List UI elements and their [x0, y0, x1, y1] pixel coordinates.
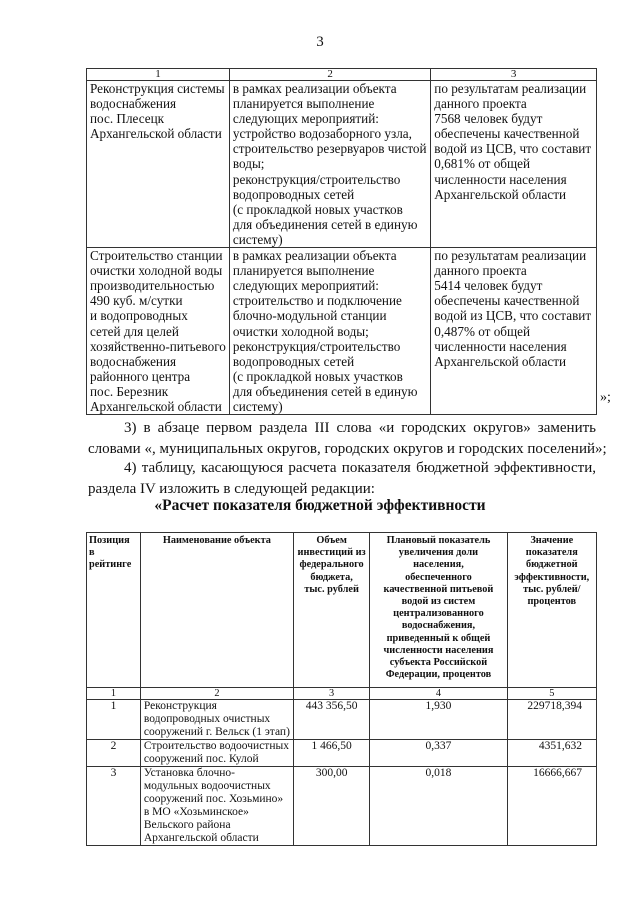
object-name-cell [140, 700, 293, 740]
text-line: водой из систем [401, 596, 476, 608]
text-line: Архангельской области [434, 353, 567, 369]
text-line: качественной питьевой [383, 583, 494, 595]
column-header-object [140, 533, 293, 688]
column-header-efficiency [507, 533, 596, 688]
text-line: Архангельской области [143, 832, 259, 844]
text-line: приведенный к общей [386, 632, 491, 644]
text-line: (с прокладкой новых участков [232, 368, 403, 384]
projects-table [86, 68, 597, 415]
project-name-cell [87, 81, 230, 248]
text-line: для объединения сетей в единую [232, 216, 418, 232]
share-cell: 0,018 [370, 767, 507, 846]
column-number: 3 [293, 688, 369, 700]
text-line: в [89, 547, 95, 559]
text-line: Реконструкция системы [90, 81, 225, 96]
column-header-investment [293, 533, 369, 688]
text-line: водопроводных сетей [232, 353, 355, 369]
text-line: очистки холодной воды; [232, 323, 369, 339]
text-line: Объем [316, 535, 347, 546]
position-cell: 3 [87, 767, 141, 846]
column-number: 1 [87, 688, 141, 700]
text-line: численности населения [434, 171, 567, 187]
text-line: производительностью [90, 278, 215, 294]
efficiency-table [86, 532, 597, 846]
text-line: для объединения сетей в единую [232, 383, 418, 399]
text-line: водопроводных очистных [143, 713, 271, 725]
header-cell: 1 [87, 69, 230, 81]
text-line: следующих мероприятий: [232, 111, 379, 127]
text-line: федерального [299, 559, 364, 571]
header-cell: 3 [431, 69, 597, 81]
text-line: обеспеченного [405, 571, 472, 583]
text-line: систему) [232, 398, 283, 414]
text-line: обеспечены качественной [434, 293, 580, 309]
text-line: бюджета, [310, 571, 353, 583]
position-cell: 2 [87, 740, 141, 767]
text-line: блочно-модульной станции [232, 308, 387, 324]
paragraph-line: словами «, муниципальных округов, городских округов и городских поселений»; [88, 441, 607, 457]
text-line: 0,681% от общей [434, 156, 531, 172]
text-line: водой из ЦСВ, что составит [434, 141, 592, 157]
text-line: сооружений г. Вельск (1 этап) [143, 726, 290, 738]
paragraph-4 [88, 458, 596, 500]
position-cell: 1 [87, 700, 141, 740]
text-line: 0,487% от общей [434, 323, 531, 339]
closing-quote: »; [600, 390, 611, 405]
text-line: данного проекта [434, 96, 527, 112]
text-line: Строительство станции [90, 248, 223, 264]
text-line: бюджетной [525, 559, 578, 571]
table-row [87, 767, 597, 846]
text-line: сооружений пос. Хозьмино» [143, 793, 284, 805]
column-numbers-row [87, 688, 597, 700]
column-number: 5 [507, 688, 596, 700]
text-line: данного проекта [434, 263, 527, 279]
text-line: по результатам реализации [434, 81, 587, 96]
text-line: планируется выполнение [232, 96, 375, 112]
text-line: планируется выполнение [232, 263, 375, 279]
text-line: Реконструкция [143, 700, 217, 712]
paragraph-3 [88, 418, 607, 460]
section-heading: «Расчет показателя бюджетной эффективности [154, 497, 486, 514]
table-row [87, 700, 597, 740]
text-line: воды; [232, 156, 265, 172]
text-line: и водопроводных [90, 308, 188, 324]
efficiency-cell: 16666,667 [507, 767, 596, 846]
text-line: Значение [530, 535, 574, 546]
text-line: населения, [413, 559, 464, 571]
share-cell: 0,337 [370, 740, 507, 767]
table-row [87, 740, 597, 767]
text-line: инвестиций из [297, 547, 366, 559]
object-name-cell [140, 740, 293, 767]
text-line: строительство и подключение [232, 293, 402, 309]
column-header-share [370, 533, 507, 688]
text-line: хозяйственно-питьевого [90, 338, 226, 354]
text-line: в рамках реализации объекта [232, 81, 397, 96]
project-measures-cell [229, 248, 430, 415]
header-cell: 2 [229, 69, 430, 81]
object-name-cell [140, 767, 293, 846]
text-line: модульных водоочистных [143, 780, 271, 792]
text-line: эффективности, [514, 571, 590, 583]
text-line: (с прокладкой новых участков [232, 201, 403, 217]
projects-table-header [87, 69, 597, 81]
text-line: строительство резервуаров чистой [232, 141, 427, 157]
text-line: Плановый показатель [386, 535, 491, 546]
column-number: 2 [140, 688, 293, 700]
efficiency-table-header [87, 533, 597, 688]
paragraph-line: 4) таблицу, касающуюся расчета показателя бюджетной эффективности, [124, 460, 596, 476]
text-line: водоснабжения, [401, 620, 476, 632]
share-cell: 1,930 [370, 700, 507, 740]
text-line: Наименование объекта [162, 535, 271, 546]
project-measures-cell [229, 81, 430, 248]
column-header-position [87, 533, 141, 688]
paragraph-line: раздела IV изложить в следующей редакции: [88, 481, 375, 497]
text-line: централизованного [393, 608, 484, 620]
text-line: районного центра [90, 368, 191, 384]
text-line: Строительство водоочистных [143, 740, 289, 752]
text-line: увеличения доли [398, 547, 479, 559]
text-line: реконструкция/строительство [232, 338, 401, 354]
text-line: Установка блочно- [143, 767, 236, 779]
text-line: Архангельской области [434, 186, 567, 202]
text-line: водоснабжения [90, 353, 177, 369]
project-name-cell [87, 248, 230, 415]
text-line: пос. Плесецк [90, 111, 165, 127]
text-line: сооружений пос. Кулой [143, 753, 259, 765]
text-line: численности населения [383, 644, 494, 656]
text-line: тыс. рублей/ [523, 583, 581, 595]
efficiency-cell: 229718,394 [507, 700, 596, 740]
text-line: в МО «Хозьминское» [143, 806, 249, 818]
text-line: численности населения [434, 338, 567, 354]
project-result-cell [431, 248, 597, 415]
text-line: тыс. рублей [304, 583, 359, 595]
text-line: субъекта Российской [389, 657, 488, 669]
text-line: водопроводных сетей [232, 186, 355, 202]
text-line: водой из ЦСВ, что составит [434, 308, 592, 324]
efficiency-cell: 4351,632 [507, 740, 596, 767]
investment-cell: 1 466,50 [293, 740, 369, 767]
text-line: обеспечены качественной [434, 126, 580, 142]
text-line: систему) [232, 231, 283, 247]
text-line: по результатам реализации [434, 248, 587, 264]
text-line: 7568 человек будут [434, 111, 543, 127]
project-result-cell [431, 81, 597, 248]
text-line: пос. Березник [90, 383, 169, 399]
text-line: 490 куб. м/сутки [90, 293, 183, 309]
investment-cell: 443 356,50 [293, 700, 369, 740]
text-line: Вельского района [143, 819, 231, 831]
text-line: в рамках реализации объекта [232, 248, 397, 264]
text-line: Архангельской области [90, 126, 222, 142]
text-line: процентов [527, 596, 577, 608]
text-line: очистки холодной воды [90, 263, 223, 279]
text-line: Позиция [89, 535, 130, 546]
page-number: 3 [316, 34, 324, 50]
text-line: Федерации, процентов [385, 669, 492, 681]
text-line: устройство водозаборного узла, [232, 126, 412, 142]
text-line: следующих мероприятий: [232, 278, 379, 294]
table-row [87, 81, 597, 248]
paragraph-line: 3) в абзаце первом раздела III слова «и городских округов» заменить [124, 420, 596, 436]
text-line: показателя [525, 547, 578, 559]
text-line: реконструкция/строительство [232, 171, 401, 187]
text-line: рейтинге [89, 559, 132, 571]
text-line: Архангельской области [90, 398, 222, 414]
text-line: сетей для целей [90, 323, 179, 339]
text-line: 5414 человек будут [434, 278, 543, 294]
column-number: 4 [370, 688, 507, 700]
table-row [87, 248, 597, 415]
investment-cell: 300,00 [293, 767, 369, 846]
text-line: водоснабжения [90, 96, 177, 112]
